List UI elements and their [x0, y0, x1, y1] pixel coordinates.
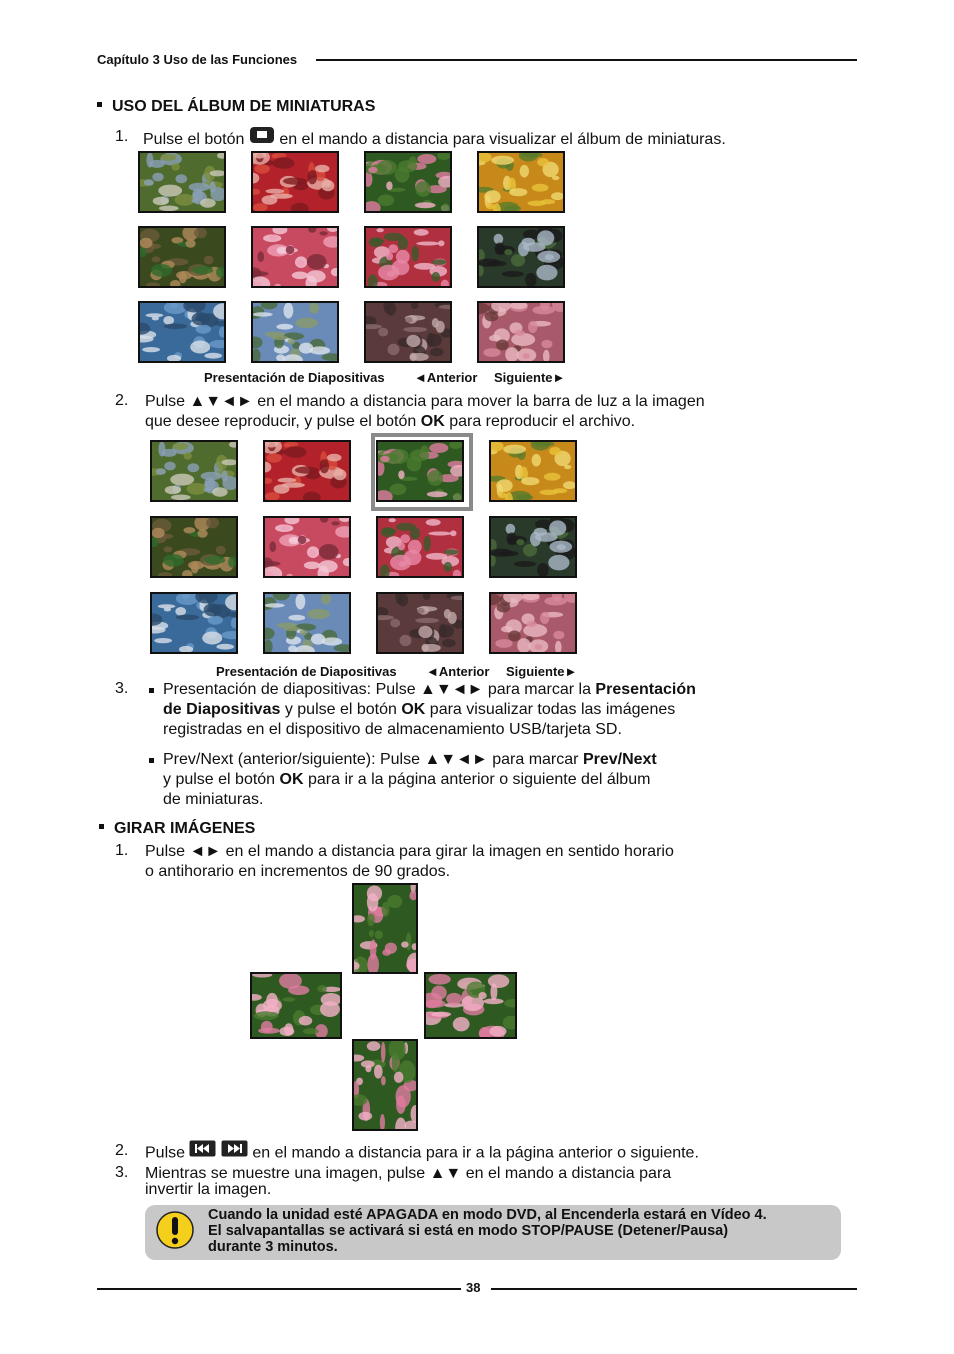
- caption-prev[interactable]: ◄Anterior: [426, 664, 490, 679]
- rotated-image: [424, 972, 517, 1039]
- bullet-square: [99, 824, 104, 829]
- step-number: 3.: [115, 1164, 129, 1181]
- thumbnail-image[interactable]: [150, 592, 238, 654]
- step-number: 3.: [115, 680, 129, 697]
- thumbnail-image[interactable]: [364, 226, 452, 288]
- caption-slideshow[interactable]: Presentación de Diapositivas: [204, 370, 385, 385]
- thumbnail-image[interactable]: [263, 440, 351, 502]
- section-title-text: USO DEL ÁLBUM DE MINIATURAS: [112, 98, 376, 115]
- thumbnail-image[interactable]: [138, 151, 226, 213]
- thumbnail-image[interactable]: [477, 226, 565, 288]
- caption-next[interactable]: Siguiente►: [506, 664, 578, 679]
- thumbnail-image[interactable]: [263, 592, 351, 654]
- rotate-step1-line1: Pulse ◄► en el mando a distancia para girar la imagen en sentido horario: [145, 843, 674, 860]
- caption-prev[interactable]: ◄Anterior: [414, 370, 478, 385]
- thumbnail-image[interactable]: [364, 301, 452, 363]
- thumbnail-image[interactable]: [150, 440, 238, 502]
- thumbnail-image[interactable]: [489, 516, 577, 578]
- bullet-square: [149, 758, 154, 763]
- page-number: 38: [466, 1280, 481, 1295]
- section-title-text: GIRAR IMÁGENES: [114, 820, 256, 837]
- thumbnail-image[interactable]: [150, 516, 238, 578]
- step-number: 2.: [115, 1142, 129, 1159]
- thumbnail-image[interactable]: [138, 226, 226, 288]
- thumbnail-image[interactable]: [489, 440, 577, 502]
- skip-forward-icon: [221, 1140, 248, 1163]
- step3-b2-line1: Prev/Next (anterior/siguiente): Pulse ▲▼◄► para marcar Prev/Next: [163, 751, 657, 768]
- note-text: Cuando la unidad esté APAGADA en modo DVD, al Encenderla estará en Vídeo 4. El salvapantallas se activará si está en modo STOP/PAUSE (Detener/Pausa) durante 3 minutos.: [208, 1207, 767, 1255]
- step-number: 1.: [115, 842, 129, 859]
- section-title-rotate: [99, 820, 255, 838]
- step2-line1: Pulse ▲▼◄► en el mando a distancia para mover la barra de luz a la imagen: [145, 393, 705, 410]
- footer-rule-right: [491, 1288, 857, 1290]
- bullet-square: [97, 102, 102, 107]
- thumbnail-image[interactable]: [376, 516, 464, 578]
- thumbnail-image[interactable]: [251, 301, 339, 363]
- bullet-square: [149, 688, 154, 693]
- step3-b1-line3: registradas en el dispositivo de almacenamiento USB/tarjeta SD.: [163, 721, 622, 738]
- thumbnail-image[interactable]: [251, 226, 339, 288]
- thumbnail-image[interactable]: [263, 516, 351, 578]
- caption-slideshow[interactable]: Presentación de Diapositivas: [216, 664, 397, 679]
- caption-next[interactable]: Siguiente►: [494, 370, 566, 385]
- thumbnail-image[interactable]: [489, 592, 577, 654]
- step1-text: Pulse el botón en el mando a distancia para visualizar el álbum de miniaturas.: [143, 128, 726, 152]
- rotate-step3-line1: Mientras se muestre una imagen, pulse ▲▼ en el mando a distancia para: [145, 1165, 672, 1182]
- rotated-image: [352, 1039, 418, 1131]
- section-title-album: [97, 98, 375, 116]
- step-number: 1.: [115, 128, 129, 145]
- thumbnail-button-icon: [249, 126, 275, 150]
- warning-icon: [156, 1211, 194, 1249]
- step3-b2-line3: de miniaturas.: [163, 791, 264, 808]
- rotate-step2-text: Pulse en el mando a distancia para ir a la página anterior o siguiente.: [145, 1142, 699, 1165]
- thumbnail-image[interactable]: [477, 301, 565, 363]
- step3-b1-line1: Presentación de diapositivas: Pulse ▲▼◄► para marcar la Presentación: [163, 681, 696, 698]
- step-number: 2.: [115, 392, 129, 409]
- step3-b2-line2: y pulse el botón OK para ir a la página anterior o siguiente del álbum: [163, 771, 651, 788]
- rotated-image: [352, 883, 418, 974]
- thumbnail-image[interactable]: [364, 151, 452, 213]
- step2-line2: que desee reproducir, y pulse el botón OK para reproducir el archivo.: [145, 413, 636, 430]
- footer-rule-left: [97, 1288, 461, 1290]
- header-rule: [316, 59, 857, 61]
- thumbnail-image[interactable]: [477, 151, 565, 213]
- thumbnail-image[interactable]: [251, 151, 339, 213]
- thumbnail-image[interactable]: [376, 440, 464, 502]
- rotate-step3-line2: invertir la imagen.: [145, 1181, 272, 1198]
- skip-back-icon: [189, 1140, 216, 1163]
- step3-b1-line2: de Diapositivas y pulse el botón OK para visualizar todas las imágenes: [163, 701, 676, 718]
- chapter-header: Capítulo 3 Uso de las Funciones: [97, 52, 298, 67]
- rotated-image: [250, 972, 342, 1039]
- thumbnail-image[interactable]: [138, 301, 226, 363]
- rotate-step1-line2: o antihorario en incrementos de 90 grados.: [145, 863, 451, 880]
- thumbnail-image[interactable]: [376, 592, 464, 654]
